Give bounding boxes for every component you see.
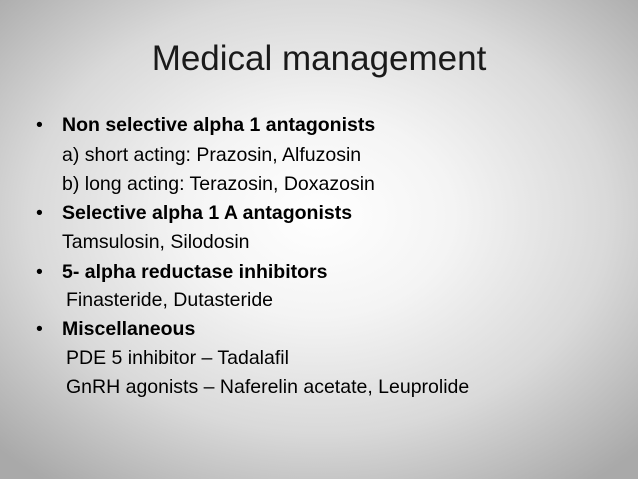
bullet-detail: Finasteride, Dutasteride — [66, 289, 274, 311]
bullet-detail: a) short acting: Prazosin, Alfuzosin — [62, 144, 362, 166]
bullet-heading: Non selective alpha 1 antagonists — [62, 114, 376, 136]
bullet-item-selective — [36, 201, 352, 225]
bullet-detail: PDE 5 inhibitor – Tadalafil — [66, 347, 289, 369]
slide-title: Medical management — [151, 39, 487, 78]
bullet-heading: Miscellaneous — [62, 318, 196, 340]
bullet-icon: • — [36, 261, 43, 283]
bullet-icon: • — [36, 318, 43, 340]
bullet-detail: GnRH agonists – Naferelin acetate, Leuprolide — [66, 376, 470, 398]
bullet-item-miscellaneous — [36, 317, 195, 341]
bullet-icon: • — [36, 114, 43, 136]
bullet-detail: b) long acting: Terazosin, Doxazosin — [62, 173, 375, 195]
bullet-item-non-selective — [36, 113, 375, 137]
bullet-heading: Selective alpha 1 A antagonists — [62, 202, 353, 224]
bullet-detail: Tamsulosin, Silodosin — [62, 231, 250, 253]
bullet-icon: • — [36, 202, 43, 224]
bullet-item-5-alpha — [36, 260, 327, 284]
bullet-heading: 5- alpha reductase inhibitors — [62, 261, 328, 283]
